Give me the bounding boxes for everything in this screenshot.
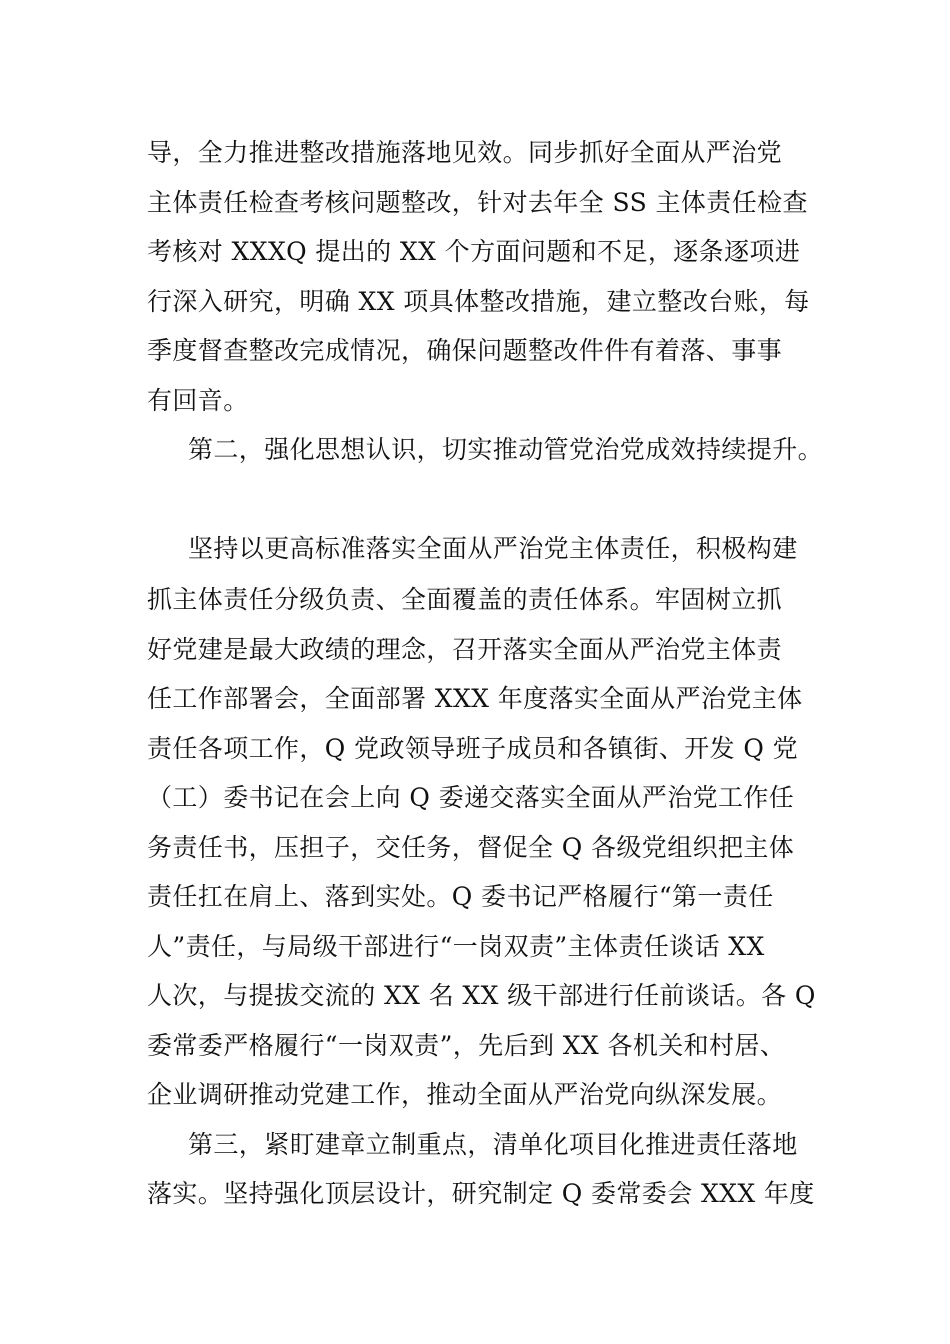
text-line: 责任各项工作，Q 党政领导班子成员和各镇街、开发 Q 党 [147,734,799,763]
text-line: 落实。坚持强化顶层设计，研究制定 Q 委常委会 XXX 年度 [147,1179,815,1208]
text-line: 季度督查整改完成情况，确保问题整改件件有着落、事事 [147,336,783,365]
section-heading: 第三，紧盯建章立制重点，清单化项目化推进责任落地 [188,1130,798,1159]
text-line: 任工作部署会，全面部署 XXX 年度落实全面从严治党主体 [147,684,803,713]
text-line: 好党建是最大政绩的理念，召开落实全面从严治党主体责 [147,635,783,664]
text-line: （工）委书记在会上向 Q 委递交落实全面从严治党工作任 [147,783,795,812]
text-line: 主体责任检查考核问题整改，针对去年全 SS 主体责任检查 [147,188,808,217]
text-line: 企业调研推动党建工作，推动全面从严治党向纵深发展。 [147,1080,783,1109]
text-line: 责任扛在肩上、落到实处。Q 委书记严格履行“第一责任 [147,882,774,911]
text-line: 人次，与提拔交流的 XX 名 XX 级干部进行任前谈话。各 Q [147,981,816,1010]
text-line: 人”责任，与局级干部进行“一岗双责”主体责任谈话 XX [147,932,765,961]
text-line: 有回音。 [147,386,249,415]
text-line: 委常委严格履行“一岗双责”，先后到 XX 各机关和村居、 [147,1031,786,1060]
section-heading: 第二，强化思想认识，切实推动管党治党成效持续提升。 [188,435,824,464]
text-line: 导，全力推进整改措施落地见效。同步抓好全面从严治党 [147,138,783,167]
text-line: 务责任书，压担子，交任务，督促全 Q 各级党组织把主体 [147,833,795,862]
text-line: 考核对 XXXQ 提出的 XX 个方面问题和不足，逐条逐项进 [147,237,801,266]
text-line: 抓主体责任分级负责、全面覆盖的责任体系。牢固树立抓 [147,585,783,614]
text-line: 行深入研究，明确 XX 项具体整改措施，建立整改台账，每 [147,287,810,316]
text-line: 坚持以更高标准落实全面从严治党主体责任，积极构建 [188,534,798,563]
